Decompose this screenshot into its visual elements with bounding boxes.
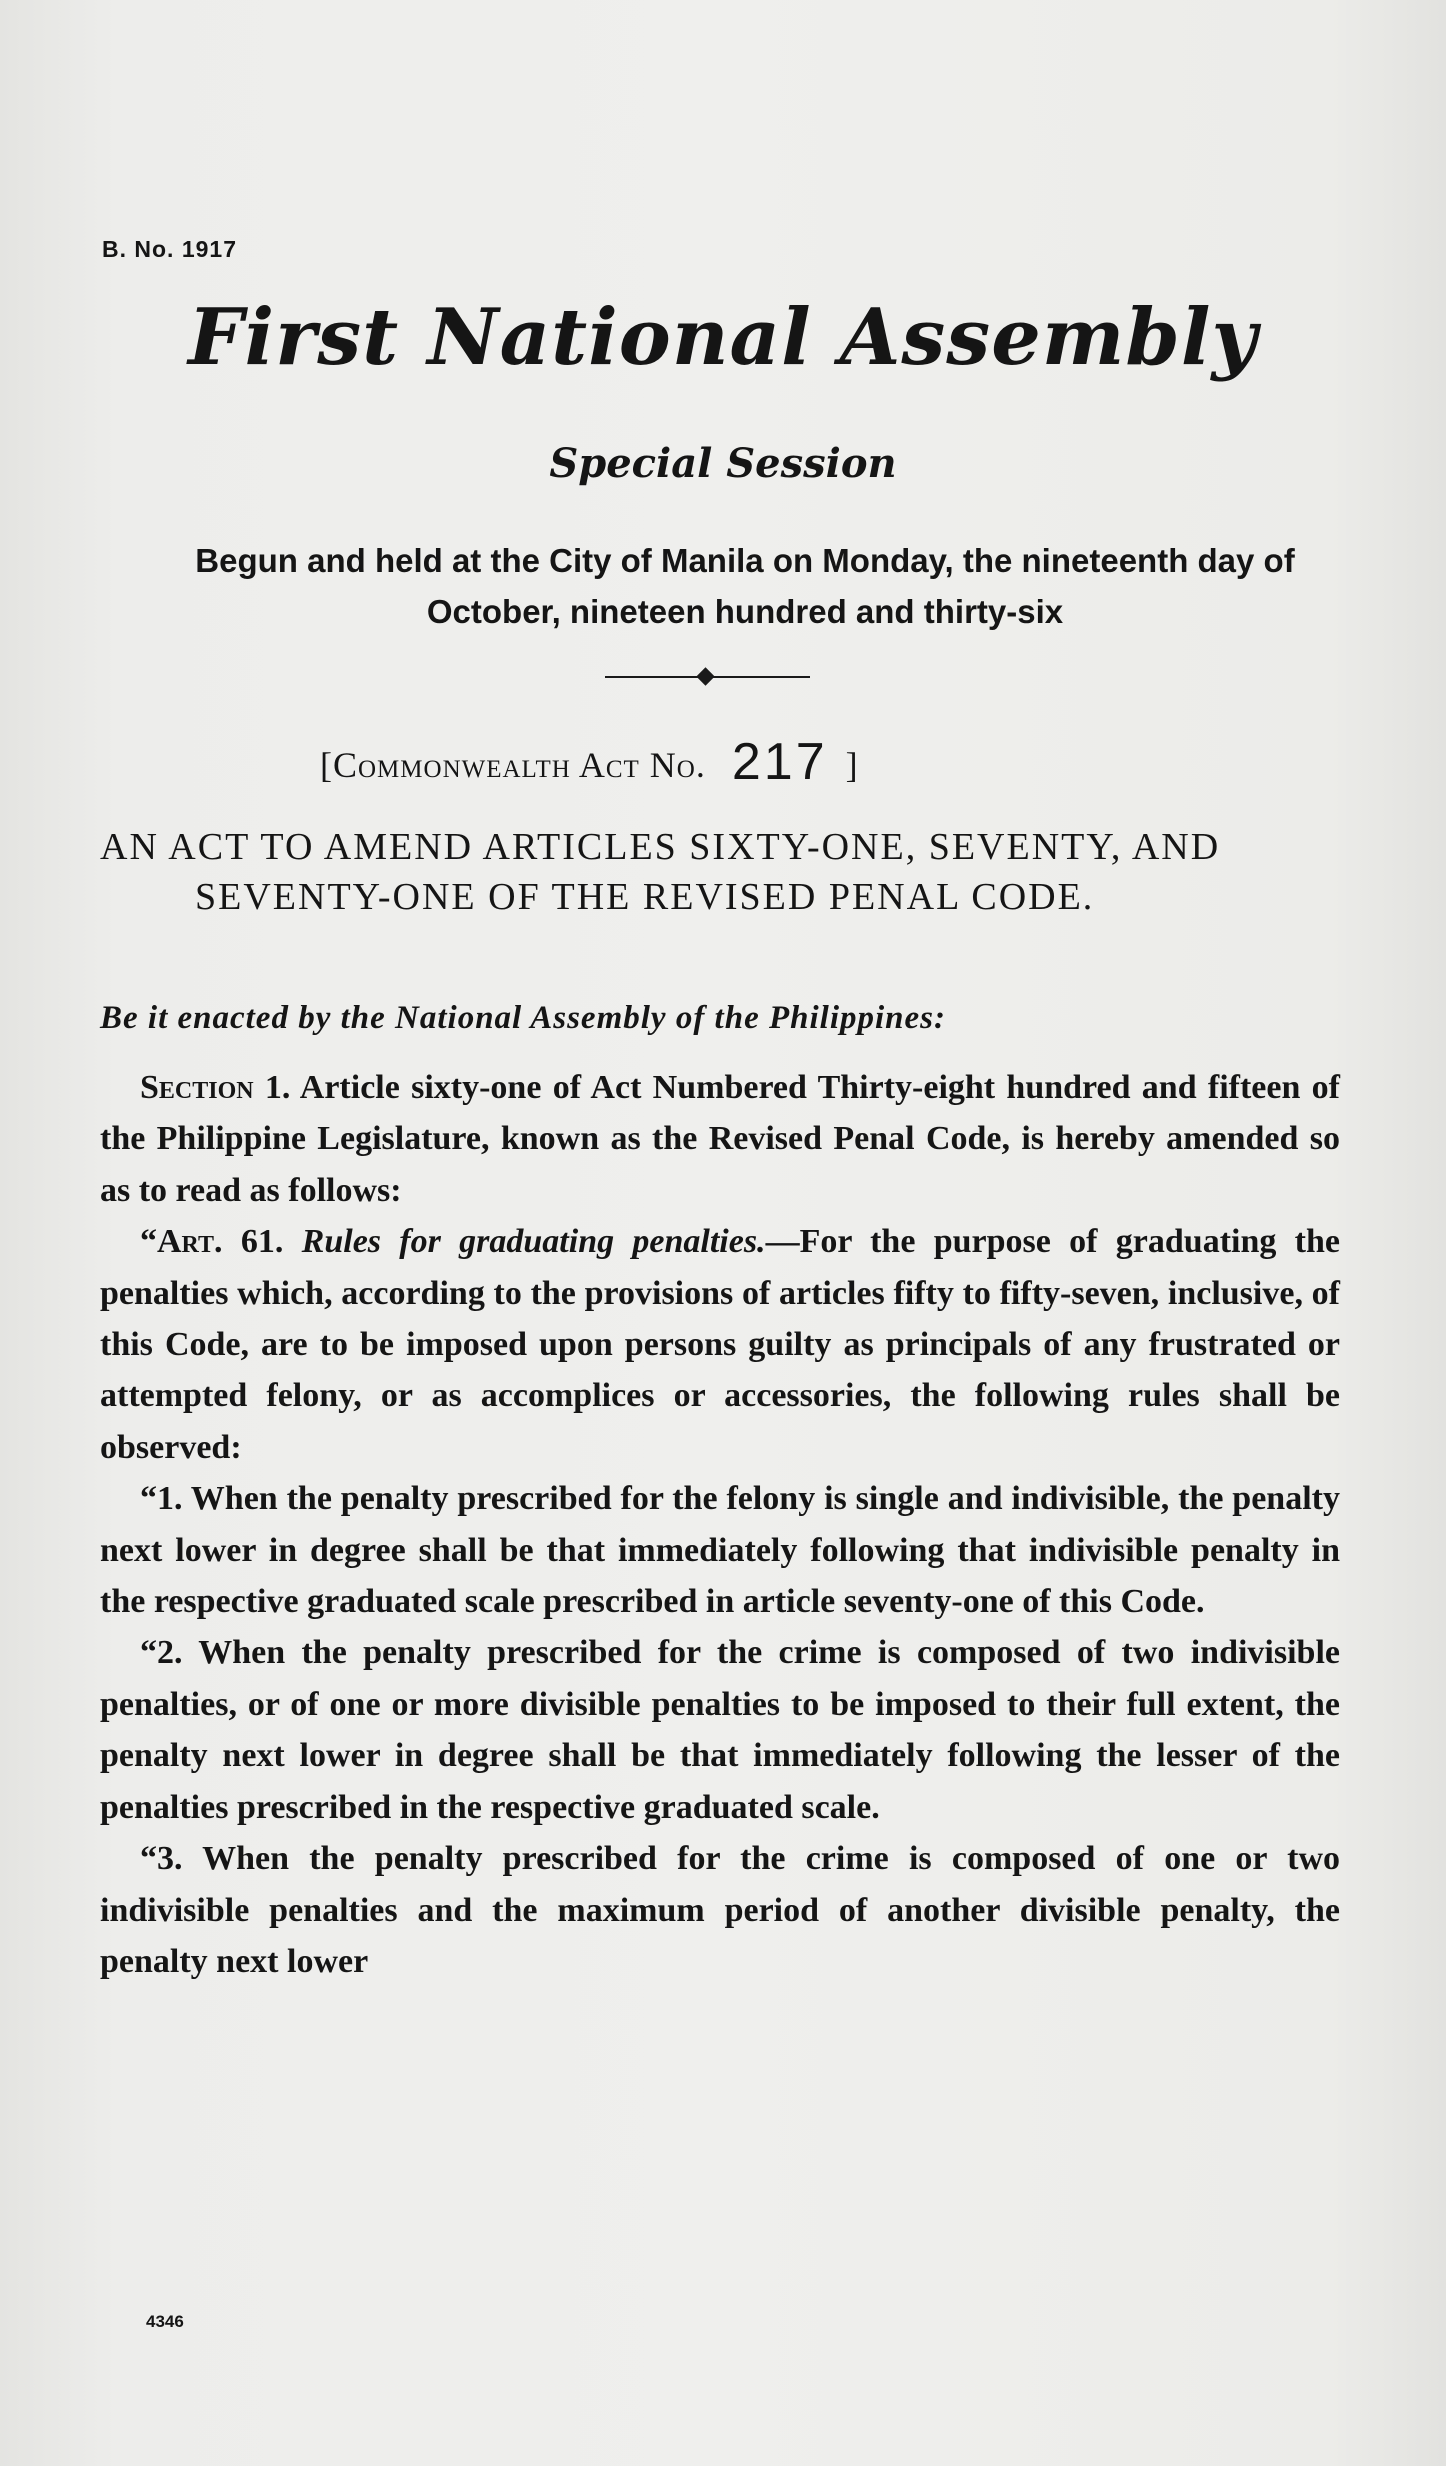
section-1-paragraph bbox=[100, 1062, 1340, 1216]
rule-2-paragraph: “2. When the penalty prescribed for the crime is composed of two indivisible penalties, or of one or more divisible penalties to be imposed to their full extent, the penalty next lower in degree shall be that immediately following the lesser of the penalties prescribed in the respective graduated scale. bbox=[100, 1634, 1340, 1826]
bill-number: B. No. 1917 bbox=[102, 236, 237, 262]
article-61-label: “Art. 61. bbox=[140, 1223, 284, 1261]
rule-3-paragraph: “3. When the penalty prescribed for the crime is composed of one or two indivisible penalties and the maximum period of another divisible penalty, the penalty next lower bbox=[100, 1840, 1340, 1980]
article-61-text: —For the purpose of graduating the penalties which, according to the provisions of articles fifty to fifty-seven, inclusive, of this Code, are to be imposed upon persons guilty as principals of any frustrated or attempted felony, or as accomplices or accessories, the following rules shall be observed: bbox=[100, 1223, 1340, 1466]
divider-ornament bbox=[605, 668, 810, 686]
act-number: 217 bbox=[731, 733, 828, 791]
act-label-prefix: [Commonwealth Act No. bbox=[320, 745, 706, 785]
enacting-clause: Be it enacted by the National Assembly of the Philippines: bbox=[100, 1000, 946, 1036]
act-title: AN ACT TO AMEND ARTICLES SIXTY-ONE, SEVENTY, AND SEVENTY-ONE OF THE REVISED PENAL CODE. bbox=[100, 826, 1221, 918]
session-dateline: Begun and held at the City of Manila on Monday, the nineteenth day of October, nineteen hundred and thirty-six bbox=[195, 542, 1295, 630]
section-1-text: Article sixty-one of Act Numbered Thirty-eight hundred and fifteen of the Philippine Legislature, known as the Revised Penal Code, is hereby amended so as to read as follows: bbox=[100, 1069, 1340, 1209]
session-title: Special Session bbox=[549, 440, 897, 487]
assembly-title: First National Assembly bbox=[188, 292, 1258, 383]
page-number: 4346 bbox=[146, 2312, 184, 2331]
section-1-label: Section 1. bbox=[140, 1069, 291, 1106]
article-61-heading: Rules for graduating penalties. bbox=[301, 1223, 766, 1261]
article-61-paragraph bbox=[100, 1216, 1340, 1473]
diamond-icon bbox=[696, 667, 714, 685]
act-body bbox=[100, 1062, 1340, 1987]
act-number-line bbox=[320, 730, 859, 790]
rule-1-paragraph: “1. When the penalty prescribed for the felony is single and indivisible, the penalty next lower in degree shall be that immediately following that indivisible penalty in the respective graduated scale prescribed in article seventy-one of this Code. bbox=[100, 1480, 1340, 1621]
act-label-suffix: ] bbox=[845, 745, 859, 785]
